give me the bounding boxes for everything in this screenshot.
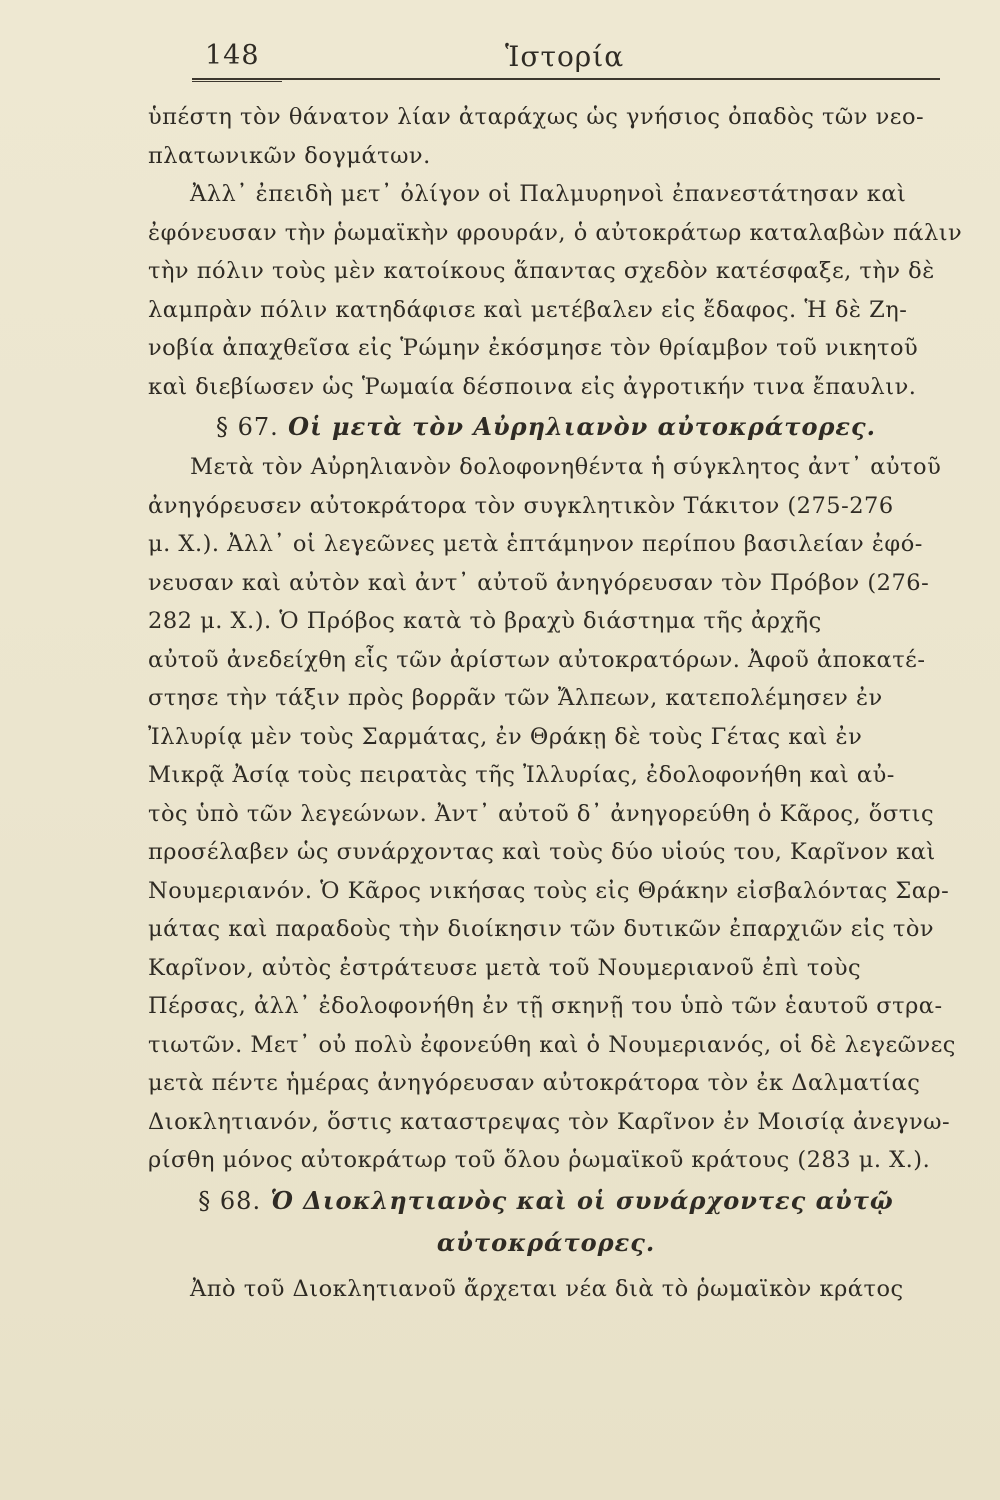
text-line: μετὰ πέντε ἡμέρας ἀνηγόρευσαν αὐτοκράτορα τὸν ἐκ Δαλματίας	[148, 1070, 921, 1096]
section-number: § 67.	[216, 413, 279, 441]
text-line: ἀνηγόρευσεν αὐτοκράτορα τὸν συγκλητικὸν Τάκιτον (275-276	[148, 492, 894, 519]
text-line: Καρῖνον, αὐτὸς ἐστράτευσε μετὰ τοῦ Νουμεριανοῦ ἐπὶ τοὺς	[148, 954, 862, 981]
text-line: Μικρᾷ Ἀσίᾳ τοὺς πειρατὰς τῆς Ἰλλυρίας, ἐδολοφονήθη καὶ αὐ-	[148, 762, 895, 788]
text-line: μ. Χ.). Ἀλλ᾽ οἱ λεγεῶνες μετὰ ἑπτάμηνον περίπου βασιλείαν ἐφό-	[148, 531, 923, 557]
text-line: πλατωνικῶν δογμάτων.	[148, 142, 431, 169]
text-line: ρίσθη μόνος αὐτοκράτωρ τοῦ ὅλου ῥωμαϊκοῦ κράτους (283 μ. Χ.).	[148, 1147, 931, 1173]
running-title: Ἱστορία	[505, 40, 625, 73]
section-heading-68-continued	[148, 1222, 944, 1264]
section-number: § 68.	[198, 1186, 262, 1215]
text-line: τιωτῶν. Μετ᾽ οὐ πολὺ ἐφονεύθη καὶ ὁ Νουμεριανός, οἱ δὲ λεγεῶνες	[148, 1031, 956, 1058]
text-line: ἐφόνευσαν τὴν ῥωμαϊκὴν φρουράν, ὁ αὐτοκράτωρ καταλαβὼν πάλιν	[148, 219, 963, 246]
text-line: λαμπρὰν πόλιν κατηδάφισε καὶ μετέβαλεν εἰς ἔδαφος. Ἡ δὲ Ζη-	[148, 296, 908, 323]
text-line: 282 μ. Χ.). Ὁ Πρόβος κατὰ τὸ βραχὺ διάστημα τῆς ἀρχῆς	[148, 608, 822, 634]
text-line: μάτας καὶ παραδοὺς τὴν διοίκησιν τῶν δυτικῶν ἐπαρχιῶν εἰς τὸν	[148, 916, 935, 942]
text-line: Μετὰ τὸν Αὐρηλιανὸν δολοφονηθέντα ἡ σύγκλητος ἀντ᾽ αὐτοῦ	[190, 454, 942, 480]
text-line: Διοκλητιανόν, ὅστις καταστρεψας τὸν Καρῖνον ἐν Μοισίᾳ ἀνεγνω-	[148, 1108, 951, 1135]
page-number: 148	[205, 40, 260, 71]
text-line: νευσαν καὶ αὐτὸν καὶ ἀντ᾽ αὐτοῦ ἀνηγόρευσαν τὸν Πρόβον (276-	[148, 569, 930, 596]
text-line: τὸς ὑπὸ τῶν λεγεώνων. Ἀντ᾽ αὐτοῦ δ᾽ ἀνηγορεύθη ὁ Κᾶρος, ὅστις	[148, 800, 935, 827]
text-line: Πέρσας, ἀλλ᾽ ἐδολοφονήθη ἐν τῇ σκηνῇ του ὑπὸ τῶν ἑαυτοῦ στρα-	[148, 993, 943, 1019]
header-rule	[192, 78, 940, 80]
text-line: τὴν πόλιν τοὺς μὲν κατοίκους ἅπαντας σχεδὸν κατέσφαξε, τὴν δὲ	[148, 258, 935, 284]
body-text	[148, 98, 963, 1308]
text-line: προσέλαβεν ὡς συνάρχοντας καὶ τοὺς δύο υἱούς του, Καρῖνον καὶ	[148, 839, 936, 865]
section-title: Ὁ Διοκλητιανὸς καὶ οἱ συνάρχοντες αὐτῷ	[270, 1185, 894, 1215]
text-line: Ἀλλ᾽ ἐπειδὴ μετ᾽ ὀλίγον οἱ Παλμυρηνοὶ ἐπανεστάτησαν καὶ	[190, 181, 907, 207]
running-head	[205, 40, 940, 76]
text-line: στησε τὴν τάξιν πρὸς βορρᾶν τῶν Ἄλπεων, κατεπολέμησεν ἐν	[148, 685, 883, 711]
text-line: ὑπέστη τὸν θάνατον λίαν ἀταράχως ὡς γνήσιος ὀπαδὸς τῶν νεο-	[148, 104, 925, 130]
header-rule-short	[192, 81, 282, 82]
text-line: Ἰλλυρίᾳ μὲν τοὺς Σαρμάτας, ἐν Θράκῃ δὲ τοὺς Γέτας καὶ ἐν	[148, 723, 863, 750]
text-line: νοβία ἀπαχθεῖσα εἰς Ῥώμην ἐκόσμησε τὸν θρίαμβον τοῦ νικητοῦ	[148, 335, 919, 361]
text-line: καὶ διεβίωσεν ὡς Ῥωμαία δέσποινα εἰς ἀγροτικήν τινα ἔπαυλιν.	[148, 373, 917, 400]
text-line: αὐτοῦ ἀνεδείχθη εἷς τῶν ἀρίστων αὐτοκρατόρων. Ἀφοῦ ἀποκατέ-	[148, 646, 926, 673]
section-title: Οἱ μετὰ τὸν Αὐρηλιανὸν αὐτοκράτορες.	[288, 412, 876, 441]
section-heading-67	[148, 406, 944, 448]
text-line: Ἀπὸ τοῦ Διοκλητιανοῦ ἄρχεται νέα διὰ τὸ ῥωμαϊκὸν κράτος	[190, 1275, 904, 1302]
text-line: Νουμεριανόν. Ὁ Κᾶρος νικήσας τοὺς εἰς Θράκην εἰσβαλόντας Σαρ-	[148, 877, 950, 904]
section-title-continued: αὐτοκράτορες.	[436, 1227, 656, 1257]
section-heading-68	[148, 1180, 944, 1222]
